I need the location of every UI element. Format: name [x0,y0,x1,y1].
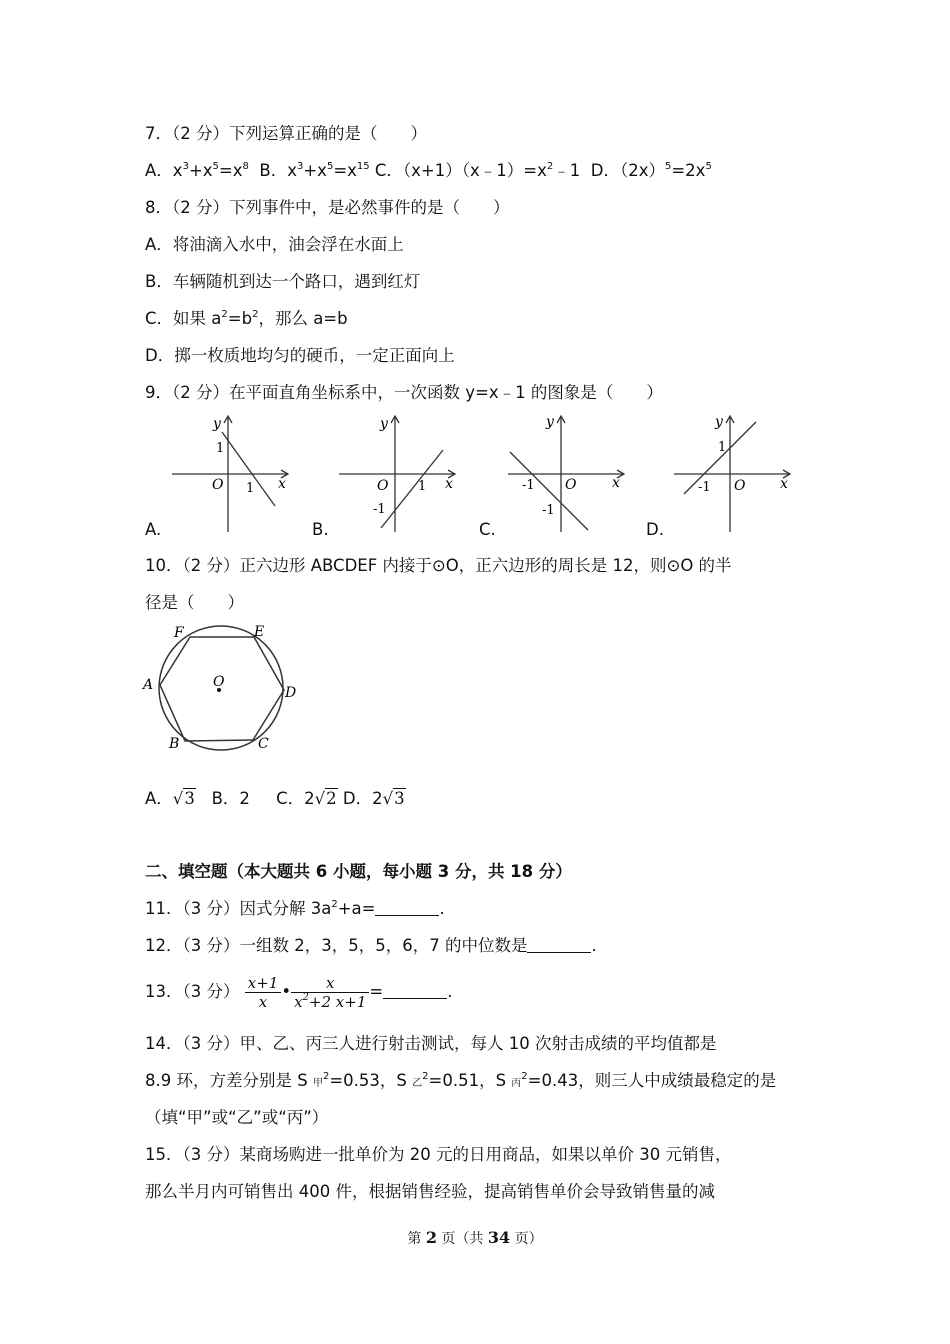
graph-d-y-label: y [715,414,723,430]
graph-a-origin: O [212,477,224,493]
graph-b-x-label: x [445,476,453,492]
q7-opt-a-prefix: A． [145,161,173,180]
q11-answer-blank[interactable] [375,900,439,916]
graph-c-origin: O [565,477,577,493]
q14-line3: （填“甲”或“乙”或“丙”） [145,1108,329,1127]
q8-opt-b: B．车辆随机到达一个路口，遇到红灯 [145,272,421,291]
graph-a-x-label: x [278,476,286,492]
graph-b[interactable] [337,412,467,537]
q10-options [145,788,406,810]
graph-b-tick-x: 1 [418,479,427,494]
q10-stem-line2: 径是（ ） [145,593,244,612]
graph-c-x-label: x [612,475,620,491]
graph-b-origin: O [377,478,389,494]
graph-c-tick-x: -1 [522,478,535,493]
q7-opt-a: $x^3+x^5=x^8$ [172,161,249,180]
q12: 12．（3 分）一组数 2，3，5，5，6，7 的中位数是 . [145,936,597,955]
q7-opt-d-prefix: D． [590,161,620,180]
vertex-a: A [143,677,154,693]
q7-opt-c-prefix: C． [374,161,403,180]
graph-d-x-label: x [780,476,788,492]
q10-stem-line1: 10．（2 分）正六边形 ABCDEF 内接于⊙O，正六边形的周长是 12，则⊙O 的半 [145,556,732,575]
q7-options [145,160,712,182]
page-footer: 第 2 页（共 34 页） [407,1228,543,1247]
vertex-f: F [174,625,184,641]
q10-opt-c: C．2√2 [276,789,337,808]
graph-a-tick-y: 1 [216,441,225,456]
graph-a-label: A. [145,520,162,539]
q14-line2: 8.9 环，方差分别是 S 甲$^2$=0.53，S 乙$^2$=0.51，S 丙$^2$=0.43，则三人中成绩最稳定的是 [145,1071,777,1090]
graph-a-y-label: y [213,416,221,432]
q8-opt-a: A．将油滴入水中，油会浮在水面上 [145,235,404,254]
q10-opt-d: D．2√3 [342,789,405,808]
q13: 13．（3 分） $\frac{x+1}{x}$ • $\frac{x}{x^2+2 x+1}$ = . [145,974,453,1011]
q7-opt-c: $(x+1)(x﹣1)=x^2﹣1$ [402,161,581,180]
graph-d-origin: O [734,478,746,494]
graph-d[interactable] [672,412,802,537]
graph-b-y-label: y [380,416,388,432]
graph-d-tick-y: 1 [718,440,727,455]
graph-a-tick-x: 1 [246,481,255,496]
q7-opt-d: $(2x)^5=2x^5$ [619,161,712,180]
vertex-d: D [285,685,297,701]
vertex-e: E [254,624,265,640]
q15-line1: 15．（3 分）某商场购进一批单价为 20 元的日用商品，如果以单价 30 元销售， [145,1145,732,1164]
vertex-c: C [258,736,269,752]
q7-opt-b-prefix: B． [259,161,288,180]
q7-stem: 7．（2 分）下列运算正确的是（ ） [145,124,427,143]
graph-c-label: C. [479,520,496,539]
q13-fraction-2: $\frac{x}{x^2+2 x+1}$ [291,974,369,1011]
q11: 11．（3 分）因式分解 $3a^2+a=$ . [145,899,445,918]
q8-opt-c: C．如果 $a^2=b^2$，那么 a=b [145,309,348,328]
graph-d-tick-x: -1 [698,480,711,495]
q12-answer-blank[interactable] [527,937,591,953]
footer-total-pages: 34 [487,1228,511,1247]
graph-c-tick-y: -1 [542,503,555,518]
graph-b-label: B. [312,520,329,539]
q14-line1: 14．（3 分）甲、乙、丙三人进行射击测试，每人 10 次射击成绩的平均值都是 [145,1034,717,1053]
q13-fraction-1: $\frac{x+1}{x}$ [245,974,282,1011]
q10-opt-a: A．√3 [145,789,195,808]
section2-title: 二、填空题（本大题共 6 小题，每小题 3 分，共 18 分） [145,862,572,881]
q8-stem: 8．（2 分）下列事件中，是必然事件的是（ ） [145,198,510,217]
center-o: O [213,674,225,690]
graph-c[interactable] [506,412,636,537]
q10-opt-b: B．2 [211,789,250,808]
q13-answer-blank[interactable] [383,983,447,999]
graph-a[interactable] [170,412,300,537]
q8-opt-d: D．掷一枚质地均匀的硬币，一定正面向上 [145,346,455,365]
q9-stem: 9．（2 分）在平面直角坐标系中，一次函数 y=x﹣1 的图象是（ ） [145,383,663,402]
q15-line2: 那么半月内可销售出 400 件，根据销售经验，提高销售单价会导致销售量的减 [145,1182,715,1201]
q7-opt-b: $x^3+x^5=x^{15}$ [287,161,370,180]
graph-b-tick-y: -1 [373,502,386,517]
graph-d-label: D. [646,520,664,539]
graph-c-y-label: y [546,414,554,430]
vertex-b: B [169,736,180,752]
footer-page-number: 2 [425,1228,437,1247]
hexagon-figure[interactable] [138,622,308,757]
